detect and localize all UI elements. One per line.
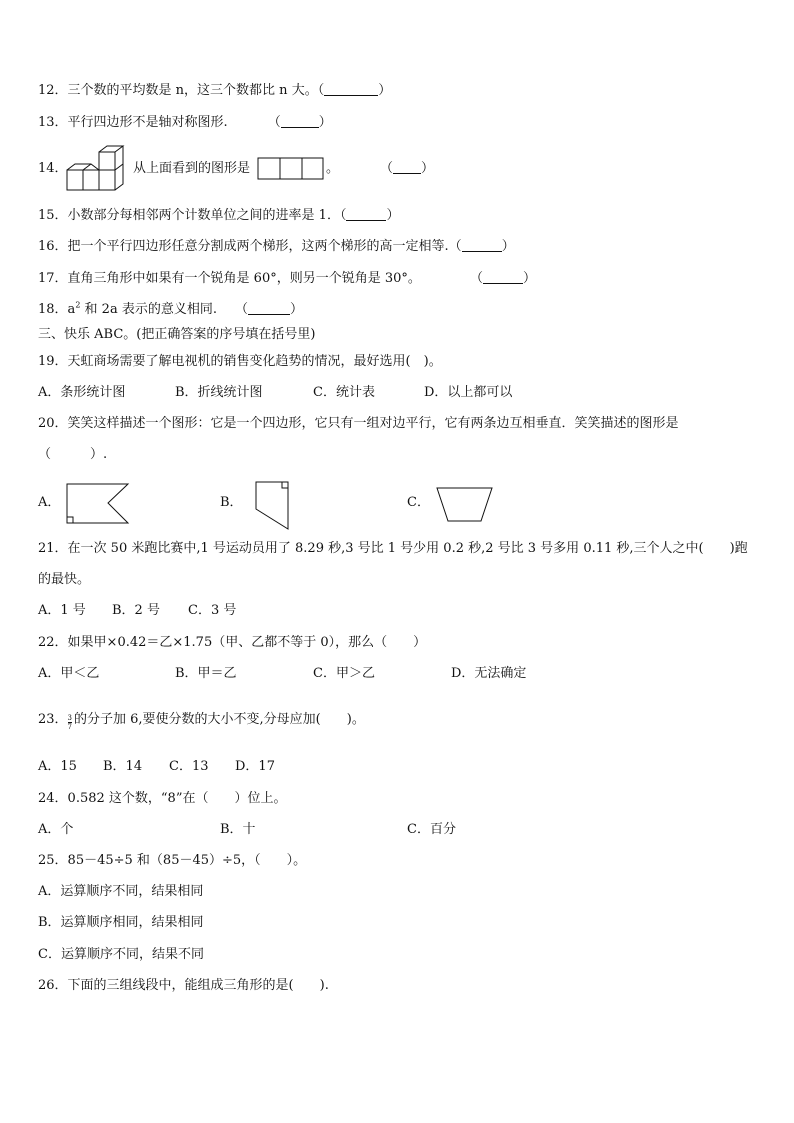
question-number: 21． [38, 541, 68, 556]
question-text: 小数部分每相邻两个计数单位之间的进率是 1．（ [67, 208, 347, 223]
question-number: 19． [38, 354, 68, 369]
option-b[interactable]: B．甲＝乙 [175, 666, 237, 681]
option-c[interactable]: C．百分 [407, 822, 456, 837]
question-number: 15． [38, 208, 68, 223]
answer-blank[interactable] [281, 114, 319, 128]
question-text: 三个数的平均数是 n，这三个数都比 n 大。（ [67, 83, 325, 98]
option-a[interactable]: A．运算顺序不同，结果相同 [38, 884, 204, 899]
option-b[interactable]: B．折线统计图 [175, 385, 263, 400]
option-b[interactable]: B． [220, 495, 243, 510]
question-text: 直角三角形中如果有一个锐角是 60°，则另一个锐角是 30°。 [67, 271, 421, 286]
option-c[interactable]: C．统计表 [313, 385, 375, 400]
question-number: 17． [38, 271, 68, 286]
question-25 [38, 852, 306, 870]
option-a[interactable]: A．个 [38, 822, 74, 837]
question-15: 15．小数部分每相邻两个计数单位之间的进率是 1．（ ） [38, 208, 400, 223]
answer-blank[interactable] [462, 238, 502, 252]
answer-blank[interactable] [324, 82, 378, 96]
question-number: 26． [38, 978, 68, 993]
option-a[interactable]: A．1 号 [38, 603, 86, 618]
top-view-figure [257, 157, 325, 181]
shape-b-figure [254, 481, 290, 531]
question-14-text [133, 160, 250, 178]
option-a[interactable]: A． [38, 495, 61, 510]
question-text: 的分子加 6,要使分数的大小不变,分母应加( )。 [74, 712, 365, 727]
question-14 [38, 160, 68, 178]
question-23 [38, 711, 365, 731]
question-text: 如果甲×0.42＝乙×1.75（甲、乙都不等于 0），那么（ ） [67, 635, 427, 650]
question-text: 天虹商场需要了解电视机的销售变化趋势的情况，最好选用( )。 [67, 354, 442, 369]
question-number: 20． [38, 416, 68, 431]
question-text: 0.582 这个数，“8”在（ ）位上。 [67, 791, 287, 806]
question-number: 23． [38, 712, 68, 727]
question-number: 14． [38, 161, 68, 176]
fraction: $\frac{3}{7}$ [67, 714, 73, 731]
question-19 [38, 353, 442, 371]
option-d[interactable]: D．以上都可以 [424, 385, 513, 400]
option-c[interactable]: C．3 号 [188, 603, 237, 618]
question-text: 笑笑这样描述一个图形：它是一个四边形，它只有一组对边平行，它有两条边互相垂直．笑笑描述的图形是 [67, 416, 679, 431]
question-text: 平行四边形不是轴对称图形. [67, 115, 228, 130]
question-number: 12． [38, 83, 68, 98]
option-b[interactable]: B．2 号 [112, 603, 160, 618]
question-text: 和 2a 表示的意义相同. [80, 302, 217, 317]
question-20-cont: （ ）. [38, 447, 108, 462]
section-heading: 三、快乐 ABC。(把正确答案的序号填在括号里) [38, 327, 316, 342]
question-26 [38, 977, 329, 995]
question-22 [38, 634, 426, 652]
question-number: 25． [38, 853, 68, 868]
question-21 [38, 540, 748, 558]
option-a[interactable]: A．甲＜乙 [38, 666, 100, 681]
answer-blank[interactable] [346, 207, 386, 221]
option-d[interactable]: D．17 [235, 759, 275, 774]
question-text: 把一个平行四边形任意分割成两个梯形，这两个梯形的高一定相等.（ [67, 239, 462, 254]
question-13: 13．平行四边形不是轴对称图形. （ ） [38, 115, 332, 130]
question-number: 22． [38, 635, 68, 650]
question-12: 12．三个数的平均数是 n，这三个数都比 n 大。（ ） [38, 83, 392, 98]
answer-blank[interactable] [483, 270, 523, 284]
option-a[interactable]: A．条形统计图 [38, 385, 126, 400]
question-number: 18． [38, 302, 68, 317]
question-number: 13． [38, 115, 68, 130]
option-c[interactable]: C．13 [169, 759, 209, 774]
option-a[interactable]: A．15 [38, 759, 77, 774]
question-text: 下面的三组线段中，能组成三角形的是( ). [67, 978, 329, 993]
question-20 [38, 415, 679, 433]
answer-blank[interactable] [248, 301, 290, 315]
question-text: 85－45÷5 和（85－45）÷5，（ ）。 [67, 853, 307, 868]
question-text: 在一次 50 米跑比赛中,1 号运动员用了 8.29 秒,3 号比 1 号少用 0.2 秒,2 号比 3 号多用 0.11 秒,三个人之中( )跑 [67, 541, 748, 556]
question-17 [38, 270, 421, 288]
question-text: 从上面看到的图形是 [133, 161, 251, 176]
option-b[interactable]: B．十 [220, 822, 256, 837]
question-21-cont: 的最快。 [38, 572, 91, 587]
shape-a-figure [66, 483, 130, 525]
answer-blank[interactable] [393, 160, 421, 174]
option-c[interactable]: C．甲＞乙 [313, 666, 375, 681]
option-c[interactable]: C．运算顺序不同，结果不同 [38, 947, 204, 962]
question-number: 16． [38, 239, 68, 254]
question-16: 16．把一个平行四边形任意分割成两个梯形，这两个梯形的高一定相等.（ ） [38, 239, 515, 254]
option-c[interactable]: C． [407, 495, 430, 510]
option-b[interactable]: B．运算顺序相同，结果相同 [38, 915, 204, 930]
option-b[interactable]: B．14 [103, 759, 143, 774]
cube-stack-figure [66, 144, 130, 192]
shape-c-figure [436, 487, 494, 523]
question-24 [38, 790, 286, 808]
question-18: 18．$a^2$ 和 2a 表示的意义相同. （ ） [38, 300, 303, 317]
option-d[interactable]: D．无法确定 [451, 666, 527, 681]
question-number: 24． [38, 791, 68, 806]
